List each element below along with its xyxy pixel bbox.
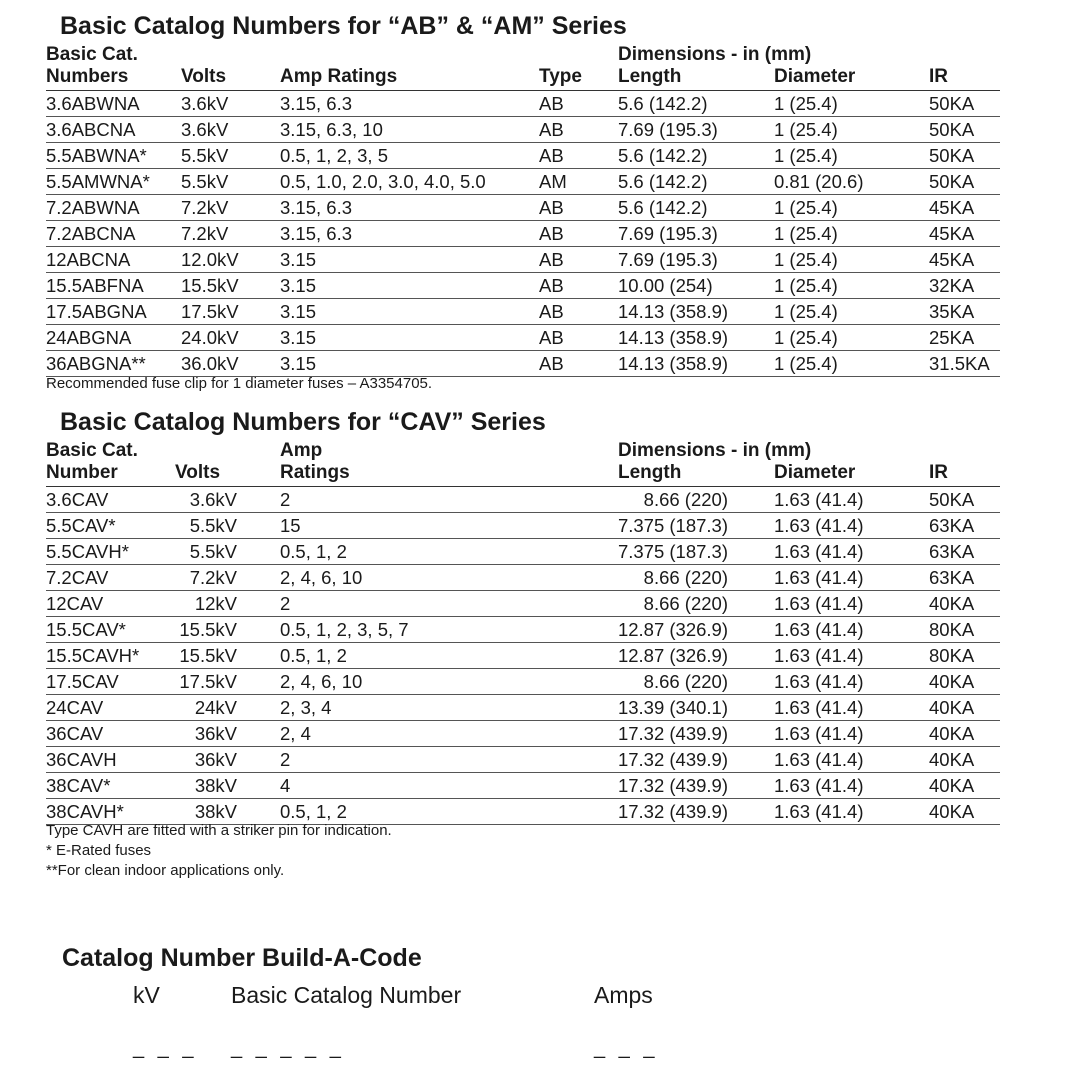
cell-ir: 45KA <box>929 223 975 244</box>
table-row <box>46 299 1000 325</box>
cell-amp-ratings: 3.15 <box>280 301 317 322</box>
table-row <box>46 195 1000 221</box>
cell-ir: 63KA <box>929 515 975 536</box>
cell-catalog-number: 17.5ABGNA <box>46 301 147 322</box>
build-label-kv: kV <box>133 982 160 1008</box>
cell-ir: 32KA <box>929 275 975 296</box>
cell-length: 7.69 (195.3) <box>618 223 718 244</box>
cell-ir: 50KA <box>929 93 975 114</box>
cell-type: AB <box>539 301 564 322</box>
cell-amp-ratings: 3.15 <box>280 327 317 348</box>
ab-am-body <box>46 91 1000 377</box>
cell-amp-ratings: 0.5, 1, 2 <box>280 645 347 666</box>
cell-length: 8.66 (220) <box>643 593 728 614</box>
col-header-cat-line1: Basic Cat. <box>46 440 138 461</box>
col-header-diameter: Diameter <box>774 66 856 87</box>
cell-length: 17.32 (439.9) <box>617 801 728 822</box>
cell-volts: 5.5kV <box>181 171 229 192</box>
cell-amp-ratings: 0.5, 1.0, 2.0, 3.0, 4.0, 5.0 <box>280 171 486 192</box>
cell-length: 10.00 (254) <box>618 275 713 296</box>
cell-type: AB <box>539 197 564 218</box>
cell-type: AM <box>539 171 567 192</box>
cell-volts: 12.0kV <box>181 249 239 270</box>
col-header-length: Length <box>618 66 682 87</box>
cell-amp-ratings: 2 <box>280 489 291 510</box>
cell-amp-ratings: 3.15, 6.3, 10 <box>280 119 383 140</box>
table-row <box>46 695 1000 721</box>
cell-amp-ratings: 3.15 <box>280 275 317 296</box>
cell-diameter: 1 (25.4) <box>774 249 838 270</box>
col-header-cat-line2: Number <box>46 462 118 483</box>
table-row <box>46 617 1000 643</box>
cell-volts: 17.5kV <box>179 671 237 692</box>
cell-volts: 17.5kV <box>181 301 239 322</box>
cell-diameter: 1 (25.4) <box>774 353 838 374</box>
cell-length: 7.69 (195.3) <box>618 249 718 270</box>
col-header-amp-line1: Amp <box>280 440 323 461</box>
table-row <box>46 247 1000 273</box>
cell-diameter: 0.81 (20.6) <box>774 171 864 192</box>
cell-diameter: 1 (25.4) <box>774 275 838 296</box>
cell-amp-ratings: 3.15, 6.3 <box>280 93 353 114</box>
cell-diameter: 1.63 (41.4) <box>774 489 864 510</box>
table-row <box>46 565 1000 591</box>
cell-volts: 24kV <box>194 697 237 718</box>
cell-ir: 40KA <box>929 723 975 744</box>
table-row <box>46 169 1000 195</box>
cell-amp-ratings: 2 <box>280 593 291 614</box>
cell-length: 7.375 (187.3) <box>617 541 728 562</box>
table-row <box>46 487 1000 513</box>
cell-diameter: 1.63 (41.4) <box>774 723 864 744</box>
cell-length: 8.66 (220) <box>643 567 728 588</box>
cav-footnotes <box>46 821 392 881</box>
footnote-e-rated: * E-Rated fuses <box>46 842 152 859</box>
cell-ir: 80KA <box>929 619 975 640</box>
cell-volts: 15.5kV <box>179 619 237 640</box>
cell-volts: 15.5kV <box>179 645 237 666</box>
cell-length: 5.6 (142.2) <box>618 93 708 114</box>
cell-length: 8.66 (220) <box>643 489 728 510</box>
cell-volts: 3.6kV <box>181 93 229 114</box>
col-header-amp-line2: Ratings <box>280 462 350 483</box>
table-row <box>46 747 1000 773</box>
cell-catalog-number: 7.2CAV <box>46 567 109 588</box>
cell-ir: 50KA <box>929 145 975 166</box>
cell-ir: 40KA <box>929 749 975 770</box>
cell-amp-ratings: 3.15, 6.3 <box>280 197 353 218</box>
col-header-cat-line2: Numbers <box>46 66 129 87</box>
cell-length: 14.13 (358.9) <box>618 301 729 322</box>
col-header-ir: IR <box>929 66 948 87</box>
cell-volts: 3.6kV <box>181 119 229 140</box>
cell-amp-ratings: 0.5, 1, 2, 3, 5, 7 <box>280 619 409 640</box>
cell-amp-ratings: 3.15, 6.3 <box>280 223 353 244</box>
cell-volts: 3.6kV <box>189 489 237 510</box>
cell-ir: 40KA <box>929 775 975 796</box>
col-header-length: Length <box>618 462 682 483</box>
cell-catalog-number: 24ABGNA <box>46 327 132 348</box>
col-header-ir: IR <box>929 462 948 483</box>
cell-amp-ratings: 15 <box>280 515 301 536</box>
cell-volts: 5.5kV <box>189 541 237 562</box>
cell-ir: 35KA <box>929 301 975 322</box>
cell-volts: 7.2kV <box>181 223 229 244</box>
cell-catalog-number: 38CAVH* <box>46 801 124 822</box>
cell-length: 17.32 (439.9) <box>617 775 728 796</box>
cell-volts: 38kV <box>194 775 237 796</box>
cell-amp-ratings: 2, 3, 4 <box>280 697 332 718</box>
cell-ir: 63KA <box>929 541 975 562</box>
cell-catalog-number: 5.5ABWNA* <box>46 145 147 166</box>
cell-length: 17.32 (439.9) <box>617 749 728 770</box>
cell-length: 8.66 (220) <box>643 671 728 692</box>
cell-catalog-number: 36CAV <box>46 723 104 744</box>
cell-length: 13.39 (340.1) <box>617 697 728 718</box>
cell-type: AB <box>539 223 564 244</box>
cell-ir: 40KA <box>929 593 975 614</box>
cell-volts: 5.5kV <box>181 145 229 166</box>
cell-ir: 45KA <box>929 249 975 270</box>
build-label-basic-catalog-number: Basic Catalog Number <box>231 982 462 1008</box>
cell-catalog-number: 15.5CAVH* <box>46 645 140 666</box>
cell-volts: 7.2kV <box>181 197 229 218</box>
cell-type: AB <box>539 145 564 166</box>
cell-catalog-number: 5.5CAVH* <box>46 541 129 562</box>
cell-length: 12.87 (326.9) <box>617 619 728 640</box>
cell-catalog-number: 38CAV* <box>46 775 111 796</box>
cell-volts: 38kV <box>194 801 237 822</box>
cell-catalog-number: 36CAVH <box>46 749 117 770</box>
cav-body <box>46 487 1000 825</box>
cell-ir: 40KA <box>929 697 975 718</box>
cell-ir: 31.5KA <box>929 353 990 374</box>
cell-length: 5.6 (142.2) <box>618 171 708 192</box>
table-row <box>46 643 1000 669</box>
cell-amp-ratings: 2, 4, 6, 10 <box>280 671 363 692</box>
cell-length: 7.69 (195.3) <box>618 119 718 140</box>
cell-diameter: 1.63 (41.4) <box>774 775 864 796</box>
cell-diameter: 1.63 (41.4) <box>774 619 864 640</box>
cell-catalog-number: 5.5AMWNA* <box>46 171 150 192</box>
cell-type: AB <box>539 249 564 270</box>
cell-diameter: 1 (25.4) <box>774 223 838 244</box>
table-row <box>46 591 1000 617</box>
cell-catalog-number: 7.2ABCNA <box>46 223 136 244</box>
footnote-indoor: **For clean indoor applications only. <box>46 862 285 879</box>
cell-catalog-number: 3.6ABWNA <box>46 93 140 114</box>
cell-ir: 45KA <box>929 197 975 218</box>
cell-volts: 5.5kV <box>189 515 237 536</box>
cell-diameter: 1 (25.4) <box>774 145 838 166</box>
cell-amp-ratings: 2, 4 <box>280 723 311 744</box>
cell-type: AB <box>539 119 564 140</box>
cell-amp-ratings: 2, 4, 6, 10 <box>280 567 363 588</box>
cell-type: AB <box>539 353 564 374</box>
cell-length: 14.13 (358.9) <box>618 327 729 348</box>
cell-ir: 50KA <box>929 489 975 510</box>
cell-amp-ratings: 0.5, 1, 2, 3, 5 <box>280 145 388 166</box>
build-blank-kv: _ _ _ <box>133 1037 198 1059</box>
cell-catalog-number: 36ABGNA** <box>46 353 146 374</box>
cell-catalog-number: 12ABCNA <box>46 249 131 270</box>
ab-am-table <box>46 42 1000 377</box>
cell-type: AB <box>539 93 564 114</box>
cell-ir: 50KA <box>929 119 975 140</box>
table-row <box>46 721 1000 747</box>
cell-amp-ratings: 0.5, 1, 2 <box>280 801 347 822</box>
cell-diameter: 1.63 (41.4) <box>774 801 864 822</box>
cell-length: 12.87 (326.9) <box>617 645 728 666</box>
cell-diameter: 1 (25.4) <box>774 301 838 322</box>
table-row <box>46 325 1000 351</box>
cell-ir: 80KA <box>929 645 975 666</box>
col-header-amp-ratings: Amp Ratings <box>280 66 398 87</box>
cell-length: 5.6 (142.2) <box>618 145 708 166</box>
cell-diameter: 1 (25.4) <box>774 119 838 140</box>
cell-volts: 36kV <box>194 749 237 770</box>
cell-diameter: 1 (25.4) <box>774 93 838 114</box>
table-row <box>46 539 1000 565</box>
cell-type: AB <box>539 327 564 348</box>
cell-catalog-number: 5.5CAV* <box>46 515 116 536</box>
cell-diameter: 1.63 (41.4) <box>774 515 864 536</box>
cell-diameter: 1 (25.4) <box>774 327 838 348</box>
cell-volts: 7.2kV <box>189 567 237 588</box>
cell-amp-ratings: 3.15 <box>280 249 317 270</box>
cell-catalog-number: 3.6CAV <box>46 489 109 510</box>
ab-am-title: Basic Catalog Numbers for “AB” & “AM” Series <box>60 12 627 40</box>
cell-catalog-number: 12CAV <box>46 593 104 614</box>
cell-volts: 36.0kV <box>181 353 239 374</box>
footnote-striker: Type CAVH are fitted with a striker pin for indication. <box>46 822 392 839</box>
cell-catalog-number: 24CAV <box>46 697 104 718</box>
cell-volts: 12kV <box>194 593 237 614</box>
cell-ir: 50KA <box>929 171 975 192</box>
cell-diameter: 1.63 (41.4) <box>774 697 864 718</box>
build-a-code-title: Catalog Number Build-A-Code <box>62 944 422 972</box>
col-header-dimensions: Dimensions - in (mm) <box>618 44 812 65</box>
col-header-cat-line1: Basic Cat. <box>46 44 138 65</box>
table-row <box>46 91 1000 117</box>
build-label-amps: Amps <box>594 982 653 1008</box>
table-row <box>46 273 1000 299</box>
cell-diameter: 1.63 (41.4) <box>774 645 864 666</box>
col-header-type: Type <box>539 66 582 87</box>
cell-amp-ratings: 4 <box>280 775 291 796</box>
build-blank-basic: _ _ _ _ _ <box>231 1037 345 1059</box>
cell-amp-ratings: 3.15 <box>280 353 317 374</box>
cell-volts: 36kV <box>194 723 237 744</box>
table-row <box>46 143 1000 169</box>
cell-catalog-number: 15.5ABFNA <box>46 275 144 296</box>
col-header-diameter: Diameter <box>774 462 856 483</box>
cell-length: 5.6 (142.2) <box>618 197 708 218</box>
cell-ir: 25KA <box>929 327 975 348</box>
col-header-volts: Volts <box>175 462 221 483</box>
col-header-dimensions: Dimensions - in (mm) <box>618 440 812 461</box>
cell-catalog-number: 3.6ABCNA <box>46 119 136 140</box>
cav-header <box>46 438 1000 487</box>
table-row <box>46 669 1000 695</box>
cell-length: 14.13 (358.9) <box>618 353 729 374</box>
cell-length: 17.32 (439.9) <box>617 723 728 744</box>
ab-am-header <box>46 42 1000 91</box>
cell-ir: 63KA <box>929 567 975 588</box>
cell-volts: 24.0kV <box>181 327 239 348</box>
table-row <box>46 513 1000 539</box>
cell-diameter: 1.63 (41.4) <box>774 671 864 692</box>
table-row <box>46 773 1000 799</box>
cell-type: AB <box>539 275 564 296</box>
table-row <box>46 221 1000 247</box>
table-row <box>46 117 1000 143</box>
cav-title: Basic Catalog Numbers for “CAV” Series <box>60 408 546 436</box>
cell-amp-ratings: 0.5, 1, 2 <box>280 541 347 562</box>
cell-diameter: 1.63 (41.4) <box>774 541 864 562</box>
cell-diameter: 1.63 (41.4) <box>774 749 864 770</box>
cell-ir: 40KA <box>929 801 975 822</box>
cell-catalog-number: 7.2ABWNA <box>46 197 140 218</box>
cell-diameter: 1.63 (41.4) <box>774 567 864 588</box>
cell-ir: 40KA <box>929 671 975 692</box>
cell-catalog-number: 15.5CAV* <box>46 619 126 640</box>
cell-amp-ratings: 2 <box>280 749 291 770</box>
cell-diameter: 1 (25.4) <box>774 197 838 218</box>
cell-length: 7.375 (187.3) <box>617 515 728 536</box>
ab-am-footnote: Recommended fuse clip for 1 diameter fuses – A3354705. <box>46 375 433 392</box>
cav-table <box>46 438 1000 825</box>
cell-diameter: 1.63 (41.4) <box>774 593 864 614</box>
cell-volts: 15.5kV <box>181 275 239 296</box>
build-blank-amps: _ _ _ <box>594 1037 659 1059</box>
col-header-volts: Volts <box>181 66 227 87</box>
cell-catalog-number: 17.5CAV <box>46 671 119 692</box>
